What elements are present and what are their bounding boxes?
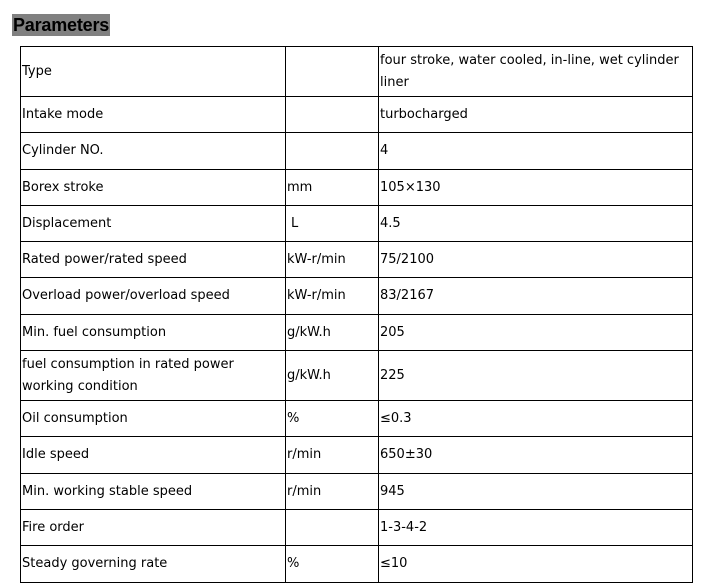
param-unit: % bbox=[286, 401, 379, 437]
table-row bbox=[21, 474, 693, 510]
param-name: Cylinder NO. bbox=[21, 133, 286, 170]
param-unit bbox=[286, 133, 379, 170]
param-name: fuel consumption in rated power working condition bbox=[21, 351, 286, 401]
param-value: ≤10 bbox=[379, 546, 693, 583]
section-title: Parameters bbox=[13, 15, 110, 35]
param-name: Intake mode bbox=[21, 97, 286, 133]
param-unit: mm bbox=[286, 170, 379, 206]
param-unit: % bbox=[286, 546, 379, 583]
param-unit bbox=[286, 510, 379, 546]
table-row bbox=[21, 206, 693, 242]
param-unit: kW-r/min bbox=[286, 242, 379, 278]
param-name: Rated power/rated speed bbox=[21, 242, 286, 278]
param-unit bbox=[286, 47, 379, 97]
param-name: Oil consumption bbox=[21, 401, 286, 437]
table-row bbox=[21, 97, 693, 133]
table-row bbox=[21, 510, 693, 546]
table-row bbox=[21, 278, 693, 315]
table-row bbox=[21, 133, 693, 170]
param-unit bbox=[286, 97, 379, 133]
param-value: 83/2167 bbox=[379, 278, 693, 315]
table-row bbox=[21, 47, 693, 97]
param-value: 4.5 bbox=[379, 206, 693, 242]
parameters-table bbox=[20, 46, 693, 583]
param-unit: g/kW.h bbox=[286, 351, 379, 401]
param-value: 4 bbox=[379, 133, 693, 170]
table-row bbox=[21, 315, 693, 351]
param-name: Displacement bbox=[21, 206, 286, 242]
param-unit: g/kW.h bbox=[286, 315, 379, 351]
table-row bbox=[21, 437, 693, 474]
param-value: 650±30 bbox=[379, 437, 693, 474]
param-value: four stroke, water cooled, in-line, wet cylinder liner bbox=[379, 47, 693, 97]
param-name: Steady governing rate bbox=[21, 546, 286, 583]
param-name: Min. working stable speed bbox=[21, 474, 286, 510]
param-unit: L bbox=[286, 206, 379, 242]
table-row bbox=[21, 401, 693, 437]
table-row bbox=[21, 170, 693, 206]
param-name: Overload power/overload speed bbox=[21, 278, 286, 315]
param-unit: r/min bbox=[286, 437, 379, 474]
param-value: 105×130 bbox=[379, 170, 693, 206]
param-value: turbocharged bbox=[379, 97, 693, 133]
param-value: ≤0.3 bbox=[379, 401, 693, 437]
table-row bbox=[21, 242, 693, 278]
param-unit: kW-r/min bbox=[286, 278, 379, 315]
param-value: 1-3-4-2 bbox=[379, 510, 693, 546]
param-unit: r/min bbox=[286, 474, 379, 510]
table-row bbox=[21, 546, 693, 583]
param-name: Fire order bbox=[21, 510, 286, 546]
table-row bbox=[21, 351, 693, 401]
param-name: Min. fuel consumption bbox=[21, 315, 286, 351]
param-name: Type bbox=[21, 47, 286, 97]
param-name: Borex stroke bbox=[21, 170, 286, 206]
param-value: 75/2100 bbox=[379, 242, 693, 278]
param-name: Idle speed bbox=[21, 437, 286, 474]
param-value: 225 bbox=[379, 351, 693, 401]
param-value: 945 bbox=[379, 474, 693, 510]
param-value: 205 bbox=[379, 315, 693, 351]
